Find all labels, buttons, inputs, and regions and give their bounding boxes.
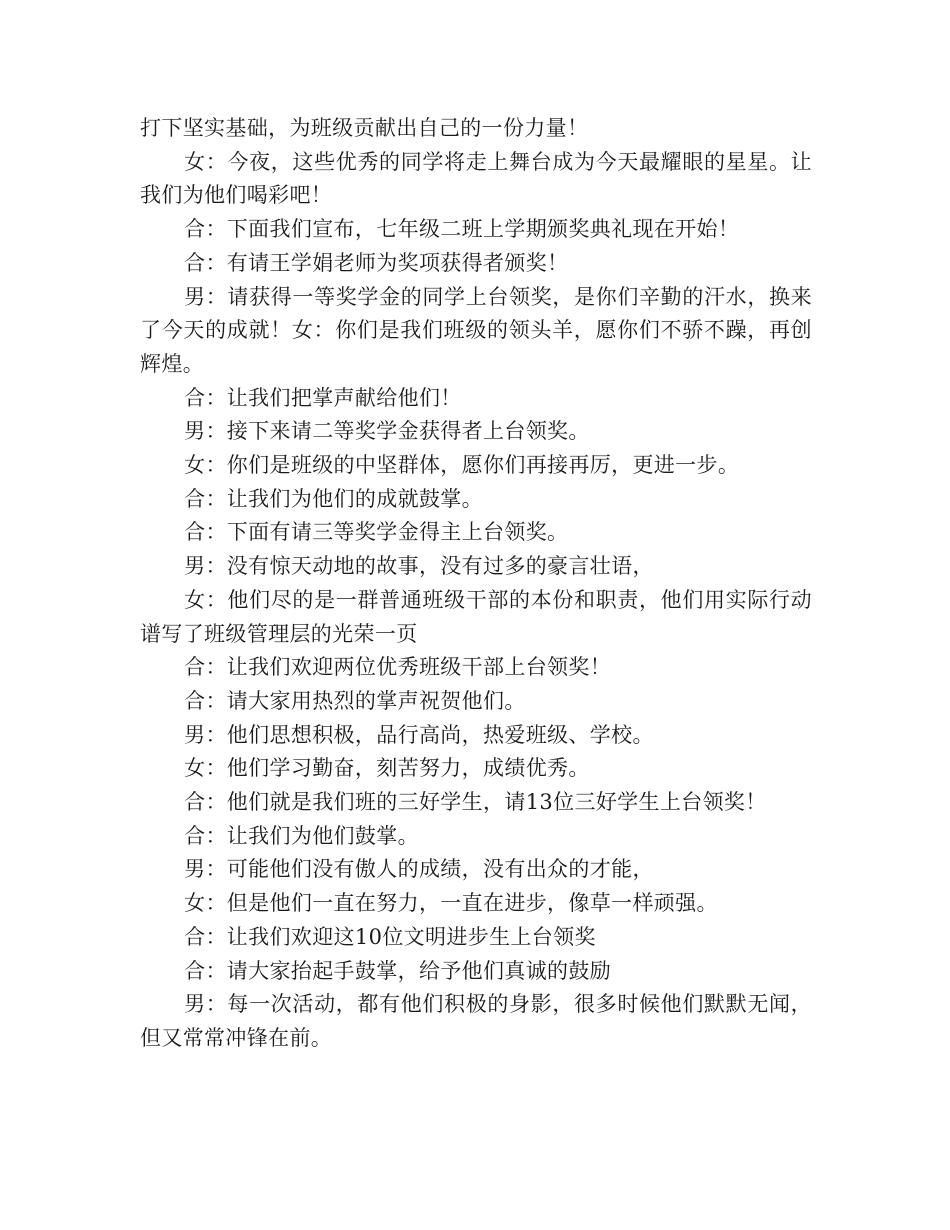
paragraph: 合：他们就是我们班的三好学生，请13位三好学生上台领奖！ bbox=[184, 790, 767, 815]
paragraph: 合：请大家用热烈的掌声祝贺他们。 bbox=[184, 688, 526, 713]
document-body bbox=[140, 112, 812, 1056]
paragraph: 合：请大家抬起手鼓掌，给予他们真诚的鼓励 bbox=[184, 958, 612, 983]
paragraph: 合：让我们为他们的成就鼓掌。 bbox=[184, 486, 483, 511]
paragraph: 男：可能他们没有傲人的成绩，没有出众的才能， bbox=[184, 857, 654, 882]
paragraph: 女：你们是班级的中坚群体，愿你们再接再厉，更进一步。 bbox=[184, 453, 740, 478]
paragraph: 男：请获得一等奖学金的同学上台领奖，是你们辛勤的汗水，换来了今天的成就！女：你们是我们班级的领头羊，愿你们不骄不躁，再创辉煌。 bbox=[140, 284, 812, 376]
paragraph: 女：但是他们一直在努力，一直在进步，像草一样顽强。 bbox=[184, 891, 718, 916]
paragraph: 女：他们尽的是一群普通班级干部的本份和职责，他们用实际行动谱写了班级管理层的光荣一页 bbox=[140, 587, 812, 646]
paragraph: 合：让我们把掌声献给他们！ bbox=[184, 385, 462, 410]
paragraph: 合：下面我们宣布，七年级二班上学期颁奖典礼现在开始！ bbox=[184, 217, 740, 242]
paragraph: 合：下面有请三等奖学金得主上台领奖。 bbox=[184, 520, 569, 545]
paragraph: 打下坚实基础，为班级贡献出自己的一份力量！ bbox=[140, 116, 589, 140]
paragraph: 合：让我们为他们鼓掌。 bbox=[184, 823, 419, 848]
paragraph: 男：每一次活动，都有他们积极的身影，很多时候他们默默无闻，但又常常冲锋在前。 bbox=[140, 992, 812, 1050]
paragraph: 女：今夜，这些优秀的同学将走上舞台成为今天最耀眼的星星。让我们为他们喝彩吧！ bbox=[140, 149, 812, 208]
paragraph: 男：没有惊天动地的故事，没有过多的豪言壮语， bbox=[184, 554, 654, 579]
paragraph: 女：他们学习勤奋，刻苦努力，成绩优秀。 bbox=[184, 756, 590, 781]
paragraph: 合：让我们欢迎两位优秀班级干部上台领奖！ bbox=[184, 655, 612, 680]
paragraph: 合：有请王学娟老师为奖项获得者颁奖！ bbox=[184, 250, 569, 275]
paragraph: 男：他们思想积极，品行高尚，热爱班级、学校。 bbox=[184, 722, 654, 747]
paragraph: 合：让我们欢迎这10位文明进步生上台领奖 bbox=[184, 924, 596, 949]
paragraph: 男：接下来请二等奖学金获得者上台领奖。 bbox=[184, 419, 590, 444]
